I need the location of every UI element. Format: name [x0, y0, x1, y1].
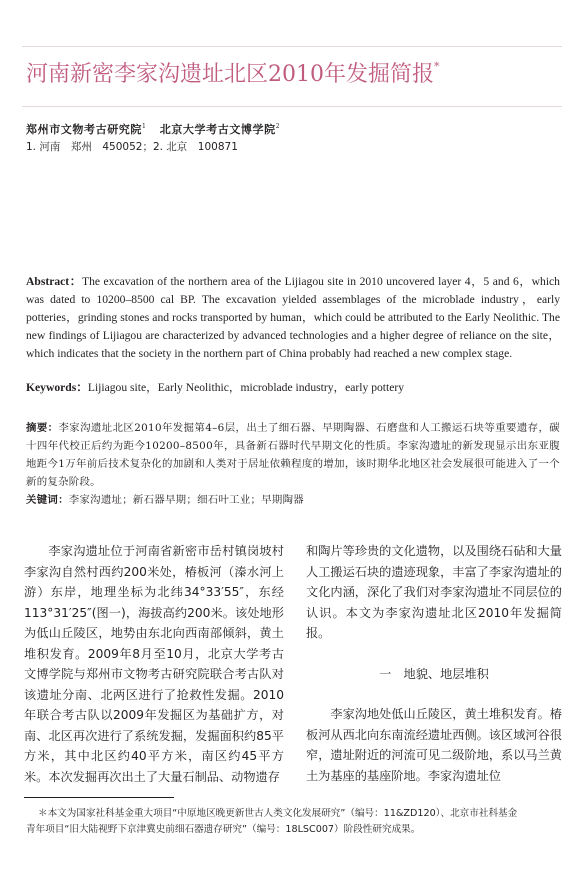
zh-keywords-text: 李家沟遗址；新石器早期；细石叶工业；早期陶器: [68, 494, 304, 506]
header-top-rule: [22, 46, 562, 47]
article-title: [26, 53, 556, 89]
chinese-abstract: [26, 419, 560, 491]
zh-keywords-sep: ：: [58, 494, 69, 506]
keywords-sep: ：: [76, 381, 88, 394]
zh-abstract-label: 摘要: [26, 422, 48, 434]
title-text: 河南新密李家沟遗址北区2010年发掘简报: [26, 62, 434, 87]
body-column-left: [24, 541, 284, 787]
footnote: [26, 806, 560, 838]
title-footnote-mark: *: [434, 60, 440, 73]
author-1: 郑州市文物考古研究院: [26, 123, 142, 136]
affiliation-line: 1. 河南 郑州 450052；2. 北京 100871: [26, 141, 238, 153]
abstract-label: Abstract: [26, 275, 70, 288]
zh-abstract-sep: ：: [47, 422, 59, 434]
body-paragraph-continued: 和陶片等珍贵的文化遗物，以及围绕石砧和大量人工搬运石块的遗迹现象，丰富了李家沟遗址的文化内涵，深化了我们对李家沟遗址不同层位的认识。本文为李家沟遗址北区2010年发掘简报。: [306, 544, 562, 640]
author-2: 北京大学考古文博学院: [159, 123, 276, 136]
body-paragraph: 李家沟遗址位于河南省新密市岳村镇岗坡村李家沟自然村西约200米处，椿板河（溱水河上游）东岸，地理坐标为北纬34°33′55″，东经113°31′25″(图一)，海拔高约200米。该处地形为低山丘陵区，地势由东北向西南部倾斜，黄土堆积发育。2009年8月至10月，北京大学考古文博学院与郑州市文物考古研究院联合考古队对该遗址分南、北两区进行了抢救性发掘。2010年联合考古队以2009年发掘区为基础扩方，对南、北区再次进行了系统发掘，发掘面积约85平方米，其中北区约40平方米，南区约45平方米。本次发掘再次出土了大量石制品、动物遗存: [24, 544, 284, 784]
section-heading: 一 地貌、地层堆积: [379, 666, 489, 681]
body-paragraph: 李家沟地处低山丘陵区，黄土堆积发育。椿板河从西北向东南流经遗址西侧。该区域河谷很窄，遗址附近的河流可见二级阶地，系以马兰黄土为基座的基座阶地。李家沟遗址位: [306, 707, 562, 783]
chinese-keywords: [26, 493, 560, 507]
english-abstract: [26, 273, 560, 363]
author-line: [26, 120, 280, 137]
keywords-text: Lijiagou site，Early Neolithic，microblade industry，early pottery: [87, 381, 405, 394]
author-1-sup: 1: [142, 123, 147, 130]
footnote-rule: [24, 797, 174, 798]
zh-abstract-text: 李家沟遗址北区2010年发掘第4–6层，出土了细石器、早期陶器、石磨盘和人工搬运石块等重要遗存，碳十四年代校正后约为距今10200–8500年，具备新石器时代早期文化的性质。李家沟遗址的新发现显示出东亚腹地距今1万年前后技术复杂化的加剧和人类对于居址依赖程度的增加，该时期华北地区社会发展很可能进入了一个新的复杂阶段。: [26, 422, 560, 488]
zh-keywords-label: 关键词: [26, 494, 59, 506]
header-bottom-rule: [22, 106, 562, 107]
footnote-line-2: 青年项目“旧大陆视野下京津冀史前细石器遗存研究”（编号：18LSC007）阶段性研究成果。: [26, 824, 421, 835]
body-column-right: [306, 541, 562, 786]
author-2-sup: 2: [275, 123, 281, 130]
abstract-text: The excavation of the northern area of the Lijiagou site in 2010 uncovered layer 4，5 and 6，which was dated to 10200–8500 cal BP. The excavation yielded assemblages of the microblade industry，early potteries，grinding stones and rocks transported by human，which could be attributed to the Early Neolithic. The new findings of Lijiagou are characterized by advanced technologies and a higher degree of reliance on the site，which indicates that the society in the northern part of China probably had reached a new complex stage.: [26, 275, 560, 360]
abstract-sep: ：: [69, 275, 82, 288]
keywords-label: Keywords: [26, 381, 77, 394]
english-keywords: [26, 380, 560, 396]
footnote-line-1: ＊本文为国家社科基金重大项目“中原地区晚更新世古人类文化发展研究”（编号：11&ZD120）、北京市社科基金: [38, 808, 518, 819]
